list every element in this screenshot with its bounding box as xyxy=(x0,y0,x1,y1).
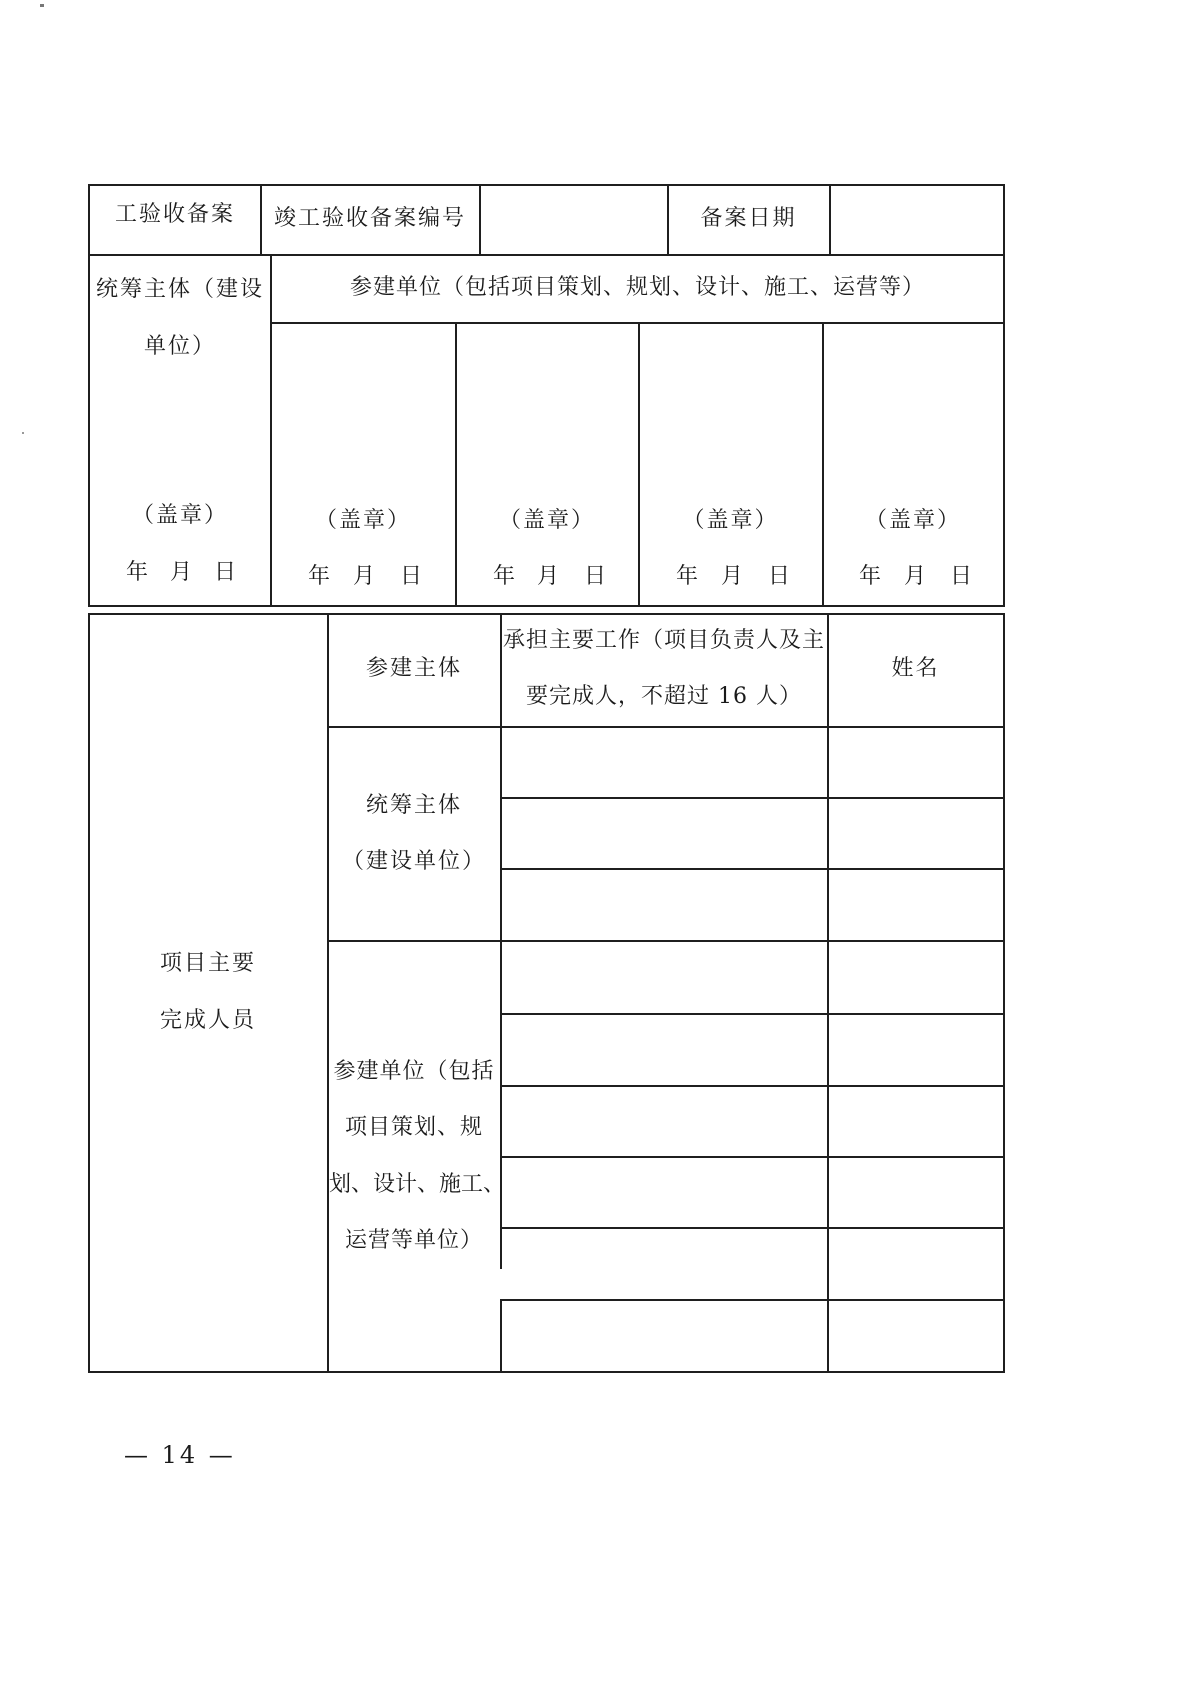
column-header-entity: 参建主体 xyxy=(365,656,462,681)
date-month: 月 xyxy=(170,560,195,585)
name-cell[interactable] xyxy=(829,728,1002,796)
date-day: 日 xyxy=(768,564,793,589)
name-cell[interactable] xyxy=(829,1158,1002,1226)
work-cell[interactable] xyxy=(502,942,826,1012)
date-day: 日 xyxy=(584,564,609,589)
date-coordinator xyxy=(92,562,268,586)
column-header-work-line2: 要完成人，不超过 16 人） xyxy=(526,684,802,709)
date-year: 年 xyxy=(493,564,518,589)
participants-group-line1: 参建单位（包括 xyxy=(333,1059,495,1084)
column-header-name: 姓名 xyxy=(891,656,940,681)
rule-personnel-bottom xyxy=(88,1371,1005,1373)
date-year: 年 xyxy=(859,564,884,589)
participants-header: 参建单位（包括项目策划、规划、设计、施工、运营等） xyxy=(349,275,925,300)
rule-sign-v3 xyxy=(822,322,824,606)
rule-sign-v2 xyxy=(638,322,640,606)
rule-personnel-top xyxy=(88,613,1005,615)
seal-coordinator: （盖章） xyxy=(131,503,228,528)
rule-left-upper xyxy=(88,184,90,606)
date-day: 日 xyxy=(400,564,425,589)
record-date-field[interactable] xyxy=(831,208,1001,232)
scan-speck xyxy=(22,432,24,434)
date-participant-2 xyxy=(457,566,637,590)
date-day: 日 xyxy=(214,560,239,585)
seal-participant-3: （盖章） xyxy=(682,508,779,533)
work-cell[interactable] xyxy=(502,870,826,939)
rule-sign-bottom xyxy=(88,605,1005,607)
record-number-field[interactable] xyxy=(481,208,666,232)
record-date-label: 备案日期 xyxy=(700,206,797,231)
rule-right-upper xyxy=(1003,184,1005,606)
work-cell[interactable] xyxy=(502,1015,826,1084)
rule-sign-v0 xyxy=(270,254,272,606)
name-cell[interactable] xyxy=(829,942,1002,1012)
participants-group-line4: 运营等单位） xyxy=(344,1228,483,1253)
coordinator-title-line2: 单位） xyxy=(143,334,216,359)
date-year: 年 xyxy=(308,564,333,589)
work-cell[interactable] xyxy=(502,1158,826,1226)
name-cell[interactable] xyxy=(829,1087,1002,1155)
record-number-label: 竣工验收备案编号 xyxy=(273,206,466,231)
date-month: 月 xyxy=(721,564,746,589)
rule-sign-v1 xyxy=(455,322,457,606)
participants-group-line3: 划、设计、施工、 xyxy=(329,1172,506,1197)
coordinator-group-line2: （建设单位） xyxy=(341,849,486,874)
date-day: 日 xyxy=(950,564,975,589)
date-participant-4 xyxy=(824,566,1002,590)
seal-participant-4: （盖章） xyxy=(864,508,961,533)
work-cell[interactable] xyxy=(502,1229,826,1298)
rule-left-lower xyxy=(88,613,90,1373)
rule-row1-bottom xyxy=(88,254,1005,256)
column-header-work-line1: 承担主要工作（项目负责人及主 xyxy=(502,628,825,653)
date-year: 年 xyxy=(676,564,701,589)
date-month: 月 xyxy=(904,564,929,589)
participants-group-line2: 项目策划、规 xyxy=(344,1115,483,1140)
page-number: — 14 — xyxy=(124,1441,236,1469)
coordinator-title-line1: 统筹主体（建设 xyxy=(95,277,264,302)
work-cell[interactable] xyxy=(502,799,826,867)
personnel-section-line1: 项目主要 xyxy=(159,951,256,976)
name-cell[interactable] xyxy=(829,870,1002,939)
date-participant-3 xyxy=(640,566,821,590)
rule-top xyxy=(88,184,1005,186)
work-cell[interactable] xyxy=(502,728,826,796)
seal-participant-2: （盖章） xyxy=(498,508,595,533)
scan-speck xyxy=(40,4,44,7)
name-cell[interactable] xyxy=(829,1015,1002,1084)
name-cell[interactable] xyxy=(829,1229,1002,1298)
work-cell[interactable] xyxy=(502,1087,826,1155)
work-cell[interactable] xyxy=(502,1301,826,1370)
date-month: 月 xyxy=(537,564,562,589)
seal-participant-1: （盖章） xyxy=(314,508,411,533)
acceptance-record-label: 工验收备案 xyxy=(114,202,235,227)
date-month: 月 xyxy=(353,564,378,589)
personnel-section-line2: 完成人员 xyxy=(159,1008,256,1033)
date-year: 年 xyxy=(126,560,151,585)
date-participant-1 xyxy=(272,566,454,590)
name-cell[interactable] xyxy=(829,1301,1002,1370)
name-cell[interactable] xyxy=(829,799,1002,867)
coordinator-group-line1: 统筹主体 xyxy=(365,793,462,818)
